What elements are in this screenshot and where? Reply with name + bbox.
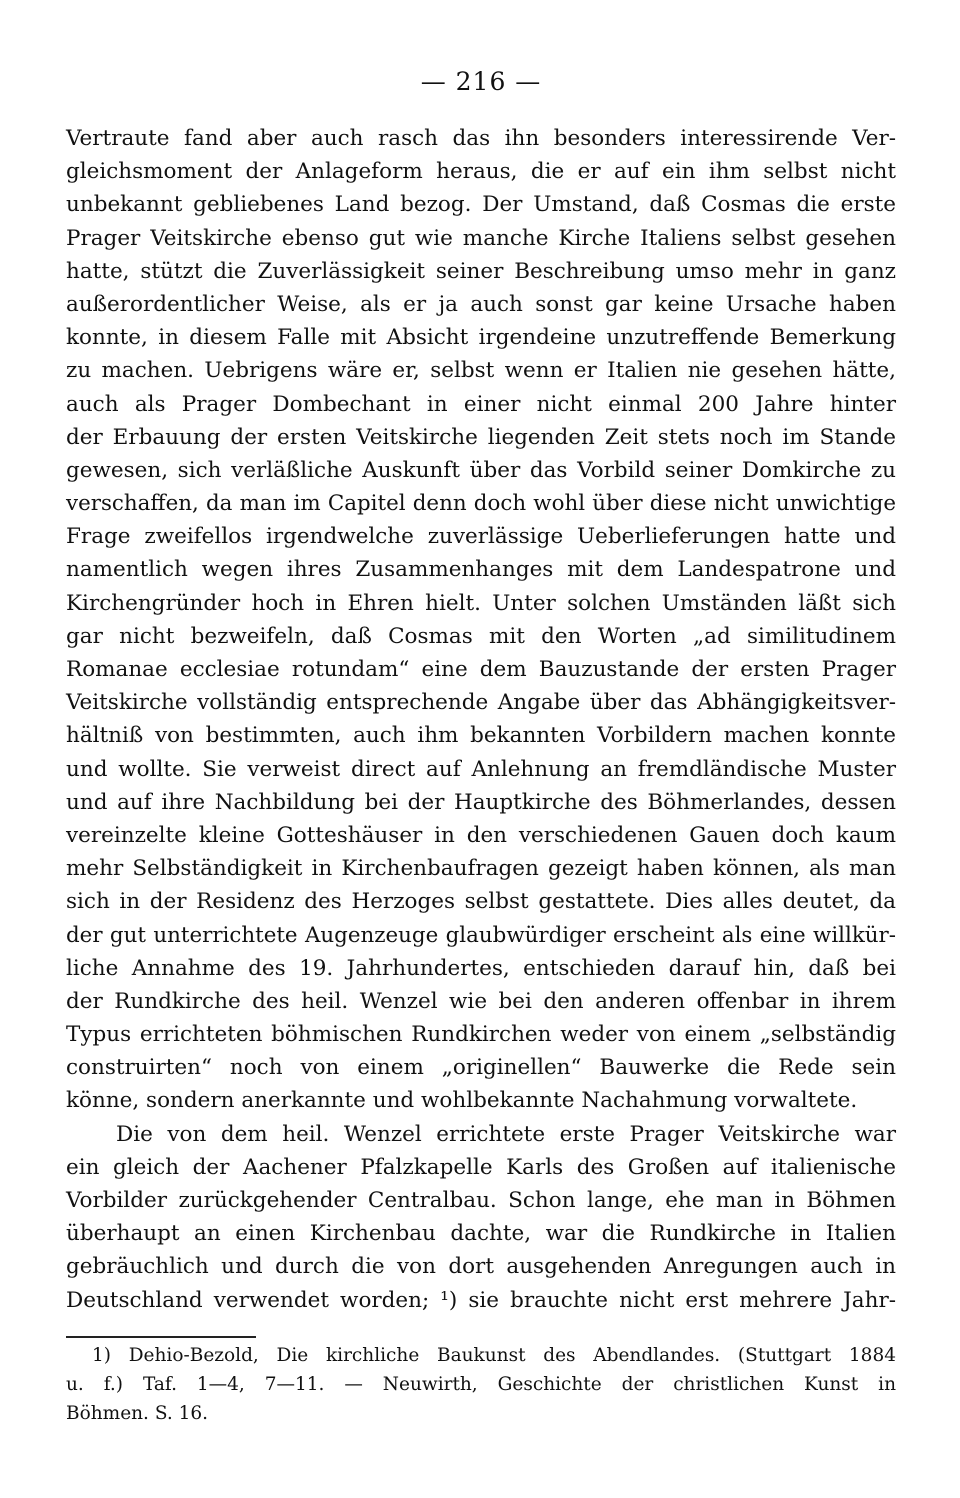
text-line: und wollte. Sie verweist direct auf Anlehnung an fremdländische Muster xyxy=(66,756,896,782)
text-line: Romanae ecclesiae rotundam“ eine dem Bauzustande der ersten Prager xyxy=(66,657,896,682)
text-line: Typus errichteten böhmischen Rundkirchen weder von einem „selbständig xyxy=(66,1022,896,1048)
text-line: gewesen, sich verläßliche Auskunft über das Vorbild seiner Domkirche zu xyxy=(66,457,896,483)
text-line: der Rundkirche des heil. Wenzel wie bei den anderen offenbar in ihrem xyxy=(66,988,896,1014)
text-line: construirten“ noch von einem „originellen“ Bauwerke die Rede sein xyxy=(66,1055,896,1081)
text-line: auch als Prager Dombechant in einer nicht einmal 200 Jahre hinter xyxy=(66,391,896,417)
text-line: Kirchengründer hoch in Ehren hielt. Unter solchen Umständen läßt sich xyxy=(66,590,896,616)
text-line: Veitskirche vollständig entsprechende Angabe über das Abhängigkeitsver- xyxy=(66,690,896,716)
text-line: gar nicht bezweifeln, daß Cosmas mit den Worten „ad similitudinem xyxy=(66,623,896,649)
paragraph-end-line: könne, sondern anerkannte und wohlbekannte Nachahmung vorwaltete. xyxy=(66,1088,858,1114)
text-line: sich in der Residenz des Herzoges selbst gestattete. Dies alles deutet, da xyxy=(66,889,896,915)
text-line: Deutschland verwendet worden; ¹) sie brauchte nicht erst mehrere Jahr- xyxy=(66,1287,896,1313)
text-line: vereinzelte kleine Gotteshäuser in den verschiedenen Gauen doch kaum xyxy=(66,822,896,848)
page-number: — 216 — xyxy=(420,67,542,96)
book-page xyxy=(66,0,896,1498)
text-line: liche Annahme des 19. Jahrhundertes, entschieden darauf hin, daß bei xyxy=(66,955,896,981)
paragraph-start-line: Die von dem heil. Wenzel errichtete erste Prager Veitskirche war xyxy=(116,1121,896,1147)
text-line: überhaupt an einen Kirchenbau dachte, war die Rundkirche in Italien xyxy=(66,1221,896,1247)
text-line: unbekannt gebliebenes Land bezog. Der Umstand, daß Cosmas die erste xyxy=(66,192,896,218)
text-line: hatte, stützt die Zuverlässigkeit seiner Beschreibung umso mehr in ganz xyxy=(66,258,896,284)
text-line: gebräuchlich und durch die von dort ausgehenden Anregungen auch in xyxy=(66,1254,896,1280)
footnote-line: Böhmen. S. 16. xyxy=(66,1403,209,1424)
text-line: zu machen. Uebrigens wäre er, selbst wenn er Italien nie gesehen hätte, xyxy=(66,358,896,384)
text-line: ein gleich der Aachener Pfalzkapelle Karls des Großen auf italienische xyxy=(66,1154,896,1180)
text-line: außerordentlicher Weise, als er ja auch sonst gar keine Ursache haben xyxy=(66,291,896,317)
text-line: und auf ihre Nachbildung bei der Hauptkirche des Böhmerlandes, dessen xyxy=(66,789,896,815)
footnotes xyxy=(66,1341,896,1428)
text-line: Frage zweifellos irgendwelche zuverlässige Ueberlieferungen hatte und xyxy=(66,524,896,550)
footnote-line: 1) Dehio-Bezold, Die kirchliche Baukunst des Abendlandes. (Stuttgart 1884 xyxy=(92,1345,896,1366)
text-line: konnte, in diesem Falle mit Absicht irgendeine unzutreffende Bemerkung xyxy=(66,325,896,351)
text-line: mehr Selbständigkeit in Kirchenbaufragen gezeigt haben können, als man xyxy=(66,856,896,882)
footnote-line: u. f.) Taf. 1—4, 7—11. — Neuwirth, Geschichte der christlichen Kunst in xyxy=(66,1374,896,1395)
text-line: Prager Veitskirche ebenso gut wie manche Kirche Italiens selbst gesehen xyxy=(66,225,896,251)
text-line: Vertraute fand aber auch rasch das ihn besonders interessirende Ver- xyxy=(66,126,896,151)
text-line: Vorbilder zurückgehender Centralbau. Schon lange, ehe man in Böhmen xyxy=(66,1188,896,1213)
body-text xyxy=(66,122,896,1317)
text-line: verschaffen, da man im Capitel denn doch wohl über diese nicht unwichtige xyxy=(66,491,896,517)
text-line: gleichsmoment der Anlageform heraus, die er auf ein ihm selbst nicht xyxy=(66,159,896,185)
text-line: der Erbauung der ersten Veitskirche liegenden Zeit stets noch im Stande xyxy=(66,424,896,450)
text-line: der gut unterrichtete Augenzeuge glaubwürdiger erscheint als eine willkür- xyxy=(66,922,896,948)
text-line: namentlich wegen ihres Zusammenhanges mit dem Landespatrone und xyxy=(66,557,896,583)
footnote-divider xyxy=(66,1336,256,1338)
text-line: hältniß von bestimmten, auch ihm bekannten Vorbildern machen konnte xyxy=(66,723,896,749)
